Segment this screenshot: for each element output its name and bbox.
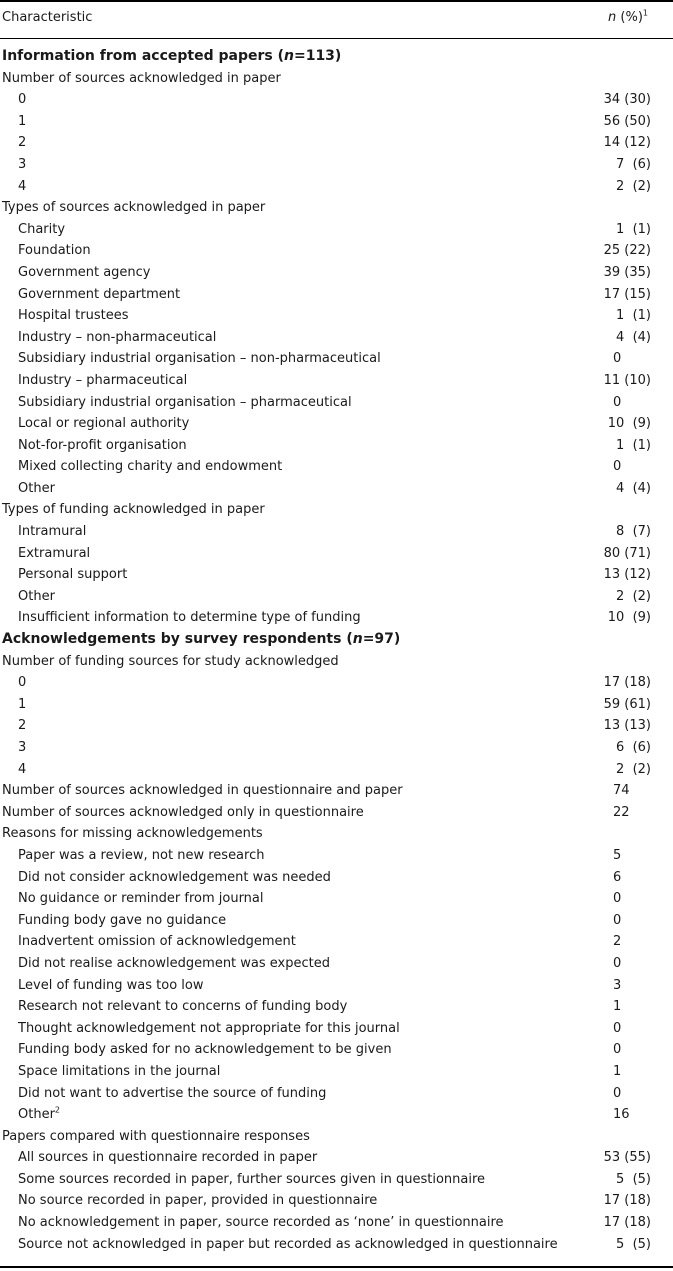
table-row [0, 370, 673, 392]
table-row [0, 176, 673, 198]
row-label-text: Extramural [18, 545, 91, 561]
row-label [18, 543, 90, 565]
row-value: 3 [613, 977, 622, 993]
row-value: 5 [613, 847, 622, 863]
row-label-text: 4 [18, 178, 27, 194]
table-row [0, 759, 673, 781]
row-label [18, 348, 381, 370]
row-value: 0 [613, 1020, 622, 1036]
table-row [0, 867, 673, 889]
row-label-text: 3 [18, 740, 27, 755]
table-body [0, 46, 673, 1255]
header-n: n [608, 10, 617, 25]
row-label-text: Thought acknowledgement not appropriate for this journal [18, 1020, 400, 1036]
row-label [18, 1169, 485, 1191]
row-label-text: Number of funding sources for study acknowledged [2, 653, 339, 669]
row-label-text: Funding body gave no guidance [18, 912, 227, 928]
row-label-text: 4 [18, 761, 27, 777]
row-label [2, 780, 403, 802]
row-value: 2 (2) [616, 761, 651, 777]
section-title: Acknowledgements by survey respondents ( [2, 631, 353, 648]
row-value: 34 (30) [603, 92, 651, 108]
row-value: 56 (50) [603, 113, 651, 129]
row-label-text: No source recorded in paper, provided in questionnaire [18, 1193, 378, 1209]
row-label-text: Inadvertent omission of acknowledgement [18, 934, 296, 950]
row-label [18, 996, 347, 1018]
row-label-text: 1 [18, 113, 27, 129]
row-value: 10 (9) [607, 416, 651, 432]
group-row [0, 802, 673, 824]
row-value: 0 [613, 1042, 622, 1058]
table-row [0, 910, 673, 932]
row-label [18, 737, 26, 759]
row-label [18, 413, 189, 435]
row-label-text: Funding body asked for no acknowledgement to be given [18, 1042, 392, 1058]
row-label [2, 629, 400, 651]
row-label [18, 89, 26, 111]
row-label-text: 0 [18, 92, 27, 108]
row-label-text: Types of sources acknowledged in paper [2, 200, 266, 216]
table-row [0, 219, 673, 241]
table-row [0, 1169, 673, 1191]
row-label-text: Source not acknowledged in paper but recorded as acknowledged in questionnaire [18, 1236, 558, 1252]
row-label [18, 1234, 558, 1256]
table-row [0, 953, 673, 975]
row-label-text: Research not relevant to concerns of funding body [18, 999, 348, 1015]
row-value: 17 (18) [603, 1215, 651, 1231]
table-row [0, 1083, 673, 1105]
row-label [2, 1126, 310, 1148]
table-row [0, 1018, 673, 1040]
table-row [0, 1039, 673, 1061]
table-row [0, 521, 673, 543]
row-label [18, 132, 26, 154]
row-label-text: Did not want to advertise the source of funding [18, 1085, 327, 1101]
group-row [0, 1126, 673, 1148]
row-value: 0 [613, 891, 622, 907]
table-row [0, 1061, 673, 1083]
row-value: 17 (15) [603, 286, 651, 302]
section-count: =97) [362, 631, 401, 648]
row-value: 74 [613, 783, 630, 799]
section-heading [0, 46, 673, 68]
row-value: 2 (2) [616, 178, 651, 194]
table-row [0, 931, 673, 953]
table-row [0, 262, 673, 284]
table-row [0, 413, 673, 435]
table-row [0, 543, 673, 565]
row-value: 5 (5) [616, 1171, 651, 1187]
group-row [0, 651, 673, 673]
row-label [18, 867, 331, 889]
section-title: Information from accepted papers ( [2, 48, 284, 64]
table-row [0, 996, 673, 1018]
row-label-text: Government agency [18, 264, 151, 280]
row-value: 22 [613, 804, 630, 820]
row-label [2, 651, 339, 673]
header-n-percent [608, 10, 648, 25]
footnote-marker: 2 [54, 1105, 61, 1115]
table-row [0, 564, 673, 586]
row-label-text: Insufficient information to determine type of funding [18, 610, 361, 626]
row-label [18, 284, 180, 306]
table-row [0, 132, 673, 154]
row-label-text: Government department [18, 286, 181, 302]
row-value: 80 (71) [603, 545, 651, 561]
bottom-rule [0, 1266, 673, 1268]
table-row [0, 586, 673, 608]
table-row [0, 327, 673, 349]
header-rule [0, 38, 673, 39]
header-pct: (%) [616, 10, 643, 25]
table-row [0, 111, 673, 133]
row-label [2, 802, 364, 824]
table-row [0, 305, 673, 327]
row-label [18, 521, 86, 543]
row-label-text: Reasons for missing acknowledgements [2, 826, 263, 842]
table-row [0, 1212, 673, 1234]
row-value: 1 [613, 1063, 622, 1079]
row-value: 5 (5) [616, 1236, 651, 1252]
row-label [18, 1212, 504, 1234]
section-n: n [352, 631, 363, 648]
row-value: 2 (2) [616, 588, 651, 604]
row-value: 4 (4) [616, 329, 651, 345]
group-row [0, 780, 673, 802]
row-label-text: Subsidiary industrial organisation – non-pharmaceutical [18, 351, 381, 367]
row-label [18, 262, 151, 284]
row-label-text: 2 [18, 135, 27, 151]
row-label [18, 111, 26, 133]
row-label [18, 607, 361, 629]
row-label-text: Personal support [18, 567, 128, 583]
row-label-text: Level of funding was too low [18, 977, 204, 993]
row-value: 13 (13) [603, 718, 651, 734]
row-label [18, 845, 264, 867]
row-label [18, 219, 65, 241]
row-label-text: No acknowledgement in paper, source recorded as ‘none’ in questionnaire [18, 1215, 504, 1231]
table-row [0, 478, 673, 500]
row-value: 0 [613, 955, 622, 971]
row-label-text: Number of sources acknowledged only in questionnaire [2, 804, 364, 820]
row-label [18, 931, 296, 953]
table-row [0, 715, 673, 737]
table-row [0, 1104, 673, 1126]
row-label-text: Space limitations in the journal [18, 1063, 221, 1079]
row-value: 16 [613, 1107, 630, 1123]
row-label-text: Number of sources acknowledged in paper [2, 70, 281, 86]
row-label [2, 197, 265, 219]
row-value: 0 [613, 459, 622, 475]
row-label-text: Hospital trustees [18, 308, 129, 324]
row-label [2, 499, 265, 521]
row-label [18, 240, 91, 262]
row-label-text: Subsidiary industrial organisation – pharmaceutical [18, 394, 352, 410]
table-row [0, 435, 673, 457]
row-label [18, 305, 129, 327]
row-value: 6 (6) [616, 740, 651, 755]
row-label [18, 1083, 326, 1105]
header-footnote: 1 [642, 8, 648, 18]
row-value: 10 (9) [607, 610, 651, 626]
section-heading [0, 629, 673, 651]
row-label-text: Number of sources acknowledged in questionnaire and paper [2, 783, 403, 799]
row-label-text: 2 [18, 718, 27, 734]
row-label-text: 0 [18, 675, 27, 691]
table-row [0, 392, 673, 414]
row-value: 6 [613, 869, 622, 885]
row-value: 13 (12) [603, 567, 651, 583]
row-label-text: All sources in questionnaire recorded in paper [18, 1150, 318, 1166]
row-label [2, 46, 341, 68]
row-label [18, 759, 26, 781]
header-characteristic: Characteristic [2, 10, 93, 25]
row-value: 1 (1) [616, 437, 651, 453]
row-label [18, 715, 26, 737]
row-label-text: Paper was a review, not new research [18, 847, 265, 863]
row-value: 8 (7) [616, 524, 651, 540]
row-value: 39 (35) [603, 264, 651, 280]
row-value: 1 (1) [616, 221, 651, 237]
row-label [18, 910, 226, 932]
table-row [0, 845, 673, 867]
table-row [0, 240, 673, 262]
row-value: 25 (22) [603, 243, 651, 259]
row-label-text: Some sources recorded in paper, further sources given in questionnaire [18, 1171, 486, 1187]
group-row [0, 823, 673, 845]
row-value: 14 (12) [603, 135, 651, 151]
table-row [0, 975, 673, 997]
row-value: 1 (1) [616, 308, 651, 324]
section-count: =113) [293, 48, 342, 64]
row-label [18, 478, 55, 500]
row-label [18, 154, 26, 176]
row-label [18, 327, 216, 349]
row-label [18, 176, 26, 198]
row-label [18, 672, 26, 694]
row-label-text: No guidance or reminder from journal [18, 891, 264, 907]
row-label-text: Other [18, 1107, 55, 1123]
row-value: 1 [613, 999, 622, 1015]
row-label-text: Mixed collecting charity and endowment [18, 459, 283, 475]
row-label-text: Did not realise acknowledgement was expected [18, 955, 330, 971]
row-label [18, 370, 187, 392]
row-label-text: Other [18, 588, 55, 604]
group-row [0, 68, 673, 90]
row-label-text: 3 [18, 156, 27, 172]
row-value: 0 [613, 394, 622, 410]
row-label-text: Types of funding acknowledged in paper [2, 502, 265, 518]
row-value: 4 (4) [616, 480, 651, 496]
top-rule [0, 0, 673, 2]
row-label-text: Local or regional authority [18, 416, 190, 432]
row-label [18, 1018, 400, 1040]
row-value: 7 (6) [616, 156, 651, 172]
row-label [18, 435, 187, 457]
row-label-text: Intramural [18, 524, 87, 540]
row-label-text: Not-for-profit organisation [18, 437, 187, 453]
section-n: n [284, 48, 294, 64]
row-label [18, 586, 55, 608]
row-value: 17 (18) [603, 675, 651, 691]
row-value: 0 [613, 351, 622, 367]
table-row [0, 348, 673, 370]
table-row [0, 1147, 673, 1169]
row-label-text: Charity [18, 221, 66, 237]
row-value: 59 (61) [603, 696, 651, 712]
group-row [0, 499, 673, 521]
row-label [18, 953, 330, 975]
table-row [0, 89, 673, 111]
table-row [0, 737, 673, 759]
row-value: 53 (55) [603, 1150, 651, 1166]
table-row [0, 1190, 673, 1212]
row-label [18, 975, 204, 997]
table-row [0, 154, 673, 176]
table-row [0, 456, 673, 478]
table-row [0, 284, 673, 306]
row-label-text: Foundation [18, 243, 91, 259]
table-row [0, 888, 673, 910]
group-row [0, 197, 673, 219]
row-label [2, 68, 281, 90]
row-label [18, 1039, 392, 1061]
row-value: 0 [613, 912, 622, 928]
row-value: 0 [613, 1085, 622, 1101]
row-label-text: Did not consider acknowledgement was needed [18, 869, 331, 885]
table-row [0, 1234, 673, 1256]
row-label [2, 823, 263, 845]
row-label [18, 1104, 60, 1126]
row-label [18, 392, 352, 414]
row-label-text: Papers compared with questionnaire responses [2, 1128, 310, 1144]
row-label [18, 1061, 220, 1083]
table-row [0, 607, 673, 629]
row-label [18, 1147, 317, 1169]
row-value: 2 [613, 934, 622, 950]
row-label-text: Other [18, 480, 55, 496]
table-row [0, 694, 673, 716]
row-label [18, 456, 282, 478]
row-label [18, 1190, 377, 1212]
row-label-text: Industry – non-pharmaceutical [18, 329, 217, 345]
row-label [18, 694, 26, 716]
row-label-text: Industry – pharmaceutical [18, 372, 188, 388]
row-label [18, 888, 264, 910]
row-label-text: 1 [18, 696, 27, 712]
row-value: 17 (18) [603, 1193, 651, 1209]
table-row [0, 672, 673, 694]
row-label [18, 564, 127, 586]
row-value: 11 (10) [603, 372, 651, 388]
